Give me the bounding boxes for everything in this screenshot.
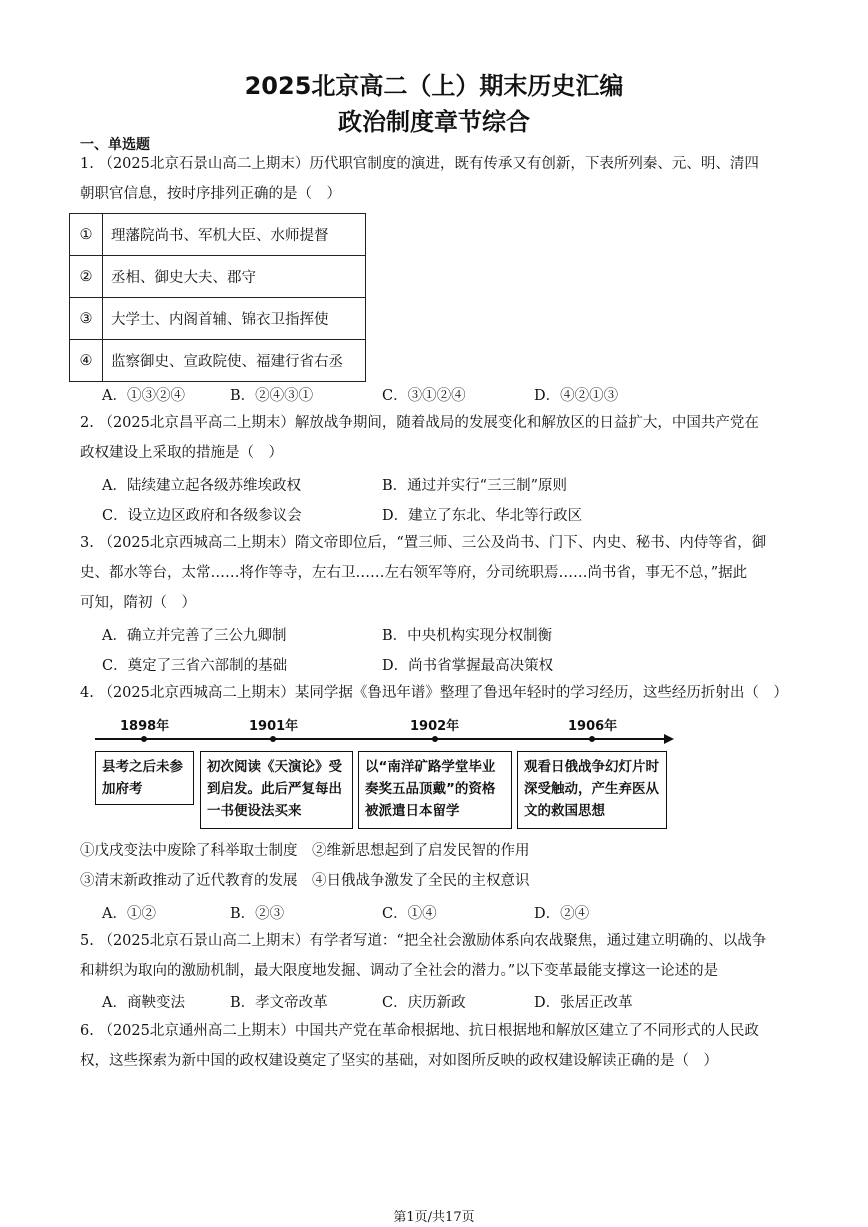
timeline-dot [432, 736, 438, 742]
q2-option-b[interactable]: B．通过并实行“三三制”原则 [382, 478, 567, 494]
timeline-axis [95, 738, 665, 740]
timeline-year: 1898年 [120, 719, 170, 734]
page-subtitle: 政治制度章节综合 [338, 108, 530, 136]
timeline-event-box: 初次阅读《天演论》受到启发。此后严复每出一书便设法买来 [200, 751, 353, 829]
q5-option-a[interactable]: A．商鞅变法 [102, 995, 185, 1011]
q2-option-d[interactable]: D．建立了东北、华北等行政区 [382, 508, 583, 524]
timeline-year: 1902年 [410, 719, 460, 734]
timeline-dot [141, 736, 147, 742]
q5-option-b[interactable]: B．孝文帝改革 [230, 995, 328, 1011]
q3-option-d[interactable]: D．尚书省掌握最高决策权 [382, 658, 554, 674]
q3-option-b[interactable]: B．中央机构实现分权制衡 [382, 628, 553, 644]
q1-option-b[interactable]: B．②④③① [230, 388, 314, 404]
q6-stem-line1: 6. （2025北京通州高二上期末）中国共产党在革命根据地、抗日根据地和解放区建立了不同形式的人民政 [80, 1023, 759, 1039]
q4-option-c[interactable]: C．①④ [382, 906, 437, 922]
table-cell-text: 理藩院尚书、军机大臣、水师提督 [103, 214, 366, 256]
q4-statements-line1: ①戊戌变法中废除了科举取士制度 ②维新思想起到了启发民智的作用 [80, 843, 530, 859]
timeline-event-box: 观看日俄战争幻灯片时深受触动，产生弃医从文的救国思想 [517, 751, 667, 829]
q2-option-c[interactable]: C．设立边区政府和各级参议会 [102, 508, 302, 524]
q5-option-d[interactable]: D．张居正改革 [534, 995, 633, 1011]
q3-stem-line2: 史、都水等台，太常……将作等寺，左右卫……左右领军等府，分司统职焉……尚书省，事无不总，”据此 [80, 565, 748, 581]
table-cell-text: 监察御史、宣政院使、福建行省右丞 [103, 340, 366, 382]
q1-option-a[interactable]: A．①③②④ [102, 388, 185, 404]
q1-option-d[interactable]: D．④②①③ [534, 388, 619, 404]
timeline-year: 1906年 [568, 719, 618, 734]
q3-option-a[interactable]: A．确立并完善了三公九卿制 [102, 628, 287, 644]
table-cell-num: ③ [70, 298, 103, 340]
q4-option-b[interactable]: B．②③ [230, 906, 285, 922]
timeline-dot [589, 736, 595, 742]
q2-stem-line2: 政权建设上采取的措施是（ ） [80, 445, 283, 461]
table-row [70, 256, 366, 298]
q1-option-c[interactable]: C．③①②④ [382, 388, 466, 404]
table-cell-num: ① [70, 214, 103, 256]
timeline-arrow-icon [664, 734, 674, 744]
table-row [70, 298, 366, 340]
table-cell-num: ② [70, 256, 103, 298]
timeline-dot [270, 736, 276, 742]
q1-table [69, 213, 366, 382]
timeline-year: 1901年 [249, 719, 299, 734]
q5-option-c[interactable]: C．庆历新政 [382, 995, 466, 1011]
section-heading: 一、单选题 [80, 137, 150, 153]
q3-stem-line3: 可知，隋初（ ） [80, 595, 196, 611]
q1-stem-line1: 1. （2025北京石景山高二上期末）历代职官制度的演进，既有传承又有创新，下表所列秦、元、明、清四 [80, 156, 759, 172]
table-cell-num: ④ [70, 340, 103, 382]
q3-option-c[interactable]: C．奠定了三省六部制的基础 [102, 658, 288, 674]
page-footer: 第1页/共17页 [393, 1210, 475, 1225]
table-cell-text: 丞相、御史大夫、郡守 [103, 256, 366, 298]
timeline-event-box: 县考之后未参加府考 [95, 751, 194, 805]
q5-stem-line2: 和耕织为取向的激励机制，最大限度地发掘、调动了全社会的潜力。”以下变革最能支撑这一论述的是 [80, 963, 719, 979]
q6-stem-line2: 权，这些探索为新中国的政权建设奠定了坚实的基础，对如图所反映的政权建设解读正确的是（ ） [80, 1053, 718, 1069]
q4-option-d[interactable]: D．②④ [534, 906, 590, 922]
q1-stem-line2: 朝职官信息，按时序排列正确的是（ ） [80, 186, 341, 202]
table-row [70, 340, 366, 382]
q4-option-a[interactable]: A．①② [102, 906, 156, 922]
q4-statements-line2: ③清末新政推动了近代教育的发展 ④日俄战争激发了全民的主权意识 [80, 873, 530, 889]
q2-stem-line1: 2. （2025北京昌平高二上期末）解放战争期间，随着战局的发展变化和解放区的日益扩大，中国共产党在 [80, 415, 759, 431]
q4-stem-line1: 4. （2025北京西城高二上期末）某同学据《鲁迅年谱》整理了鲁迅年轻时的学习经历，这些经历折射出（ ） [80, 685, 788, 701]
q5-stem-line1: 5. （2025北京石景山高二上期末）有学者写道：“把全社会激励体系向农战聚焦，通过建立明确的、以战争 [80, 933, 767, 949]
q2-option-a[interactable]: A．陆续建立起各级苏维埃政权 [102, 478, 301, 494]
timeline-event-box: 以“南洋矿路学堂毕业奏奖五品顶戴”的资格被派遣日本留学 [358, 751, 512, 829]
q3-stem-line1: 3. （2025北京西城高二上期末）隋文帝即位后，“置三师、三公及尚书、门下、内史、秘书、内侍等省，御 [80, 535, 767, 551]
table-cell-text: 大学士、内阁首辅、锦衣卫指挥使 [103, 298, 366, 340]
page-title: 2025北京高二（上）期末历史汇编 [244, 72, 624, 100]
table-row [70, 214, 366, 256]
